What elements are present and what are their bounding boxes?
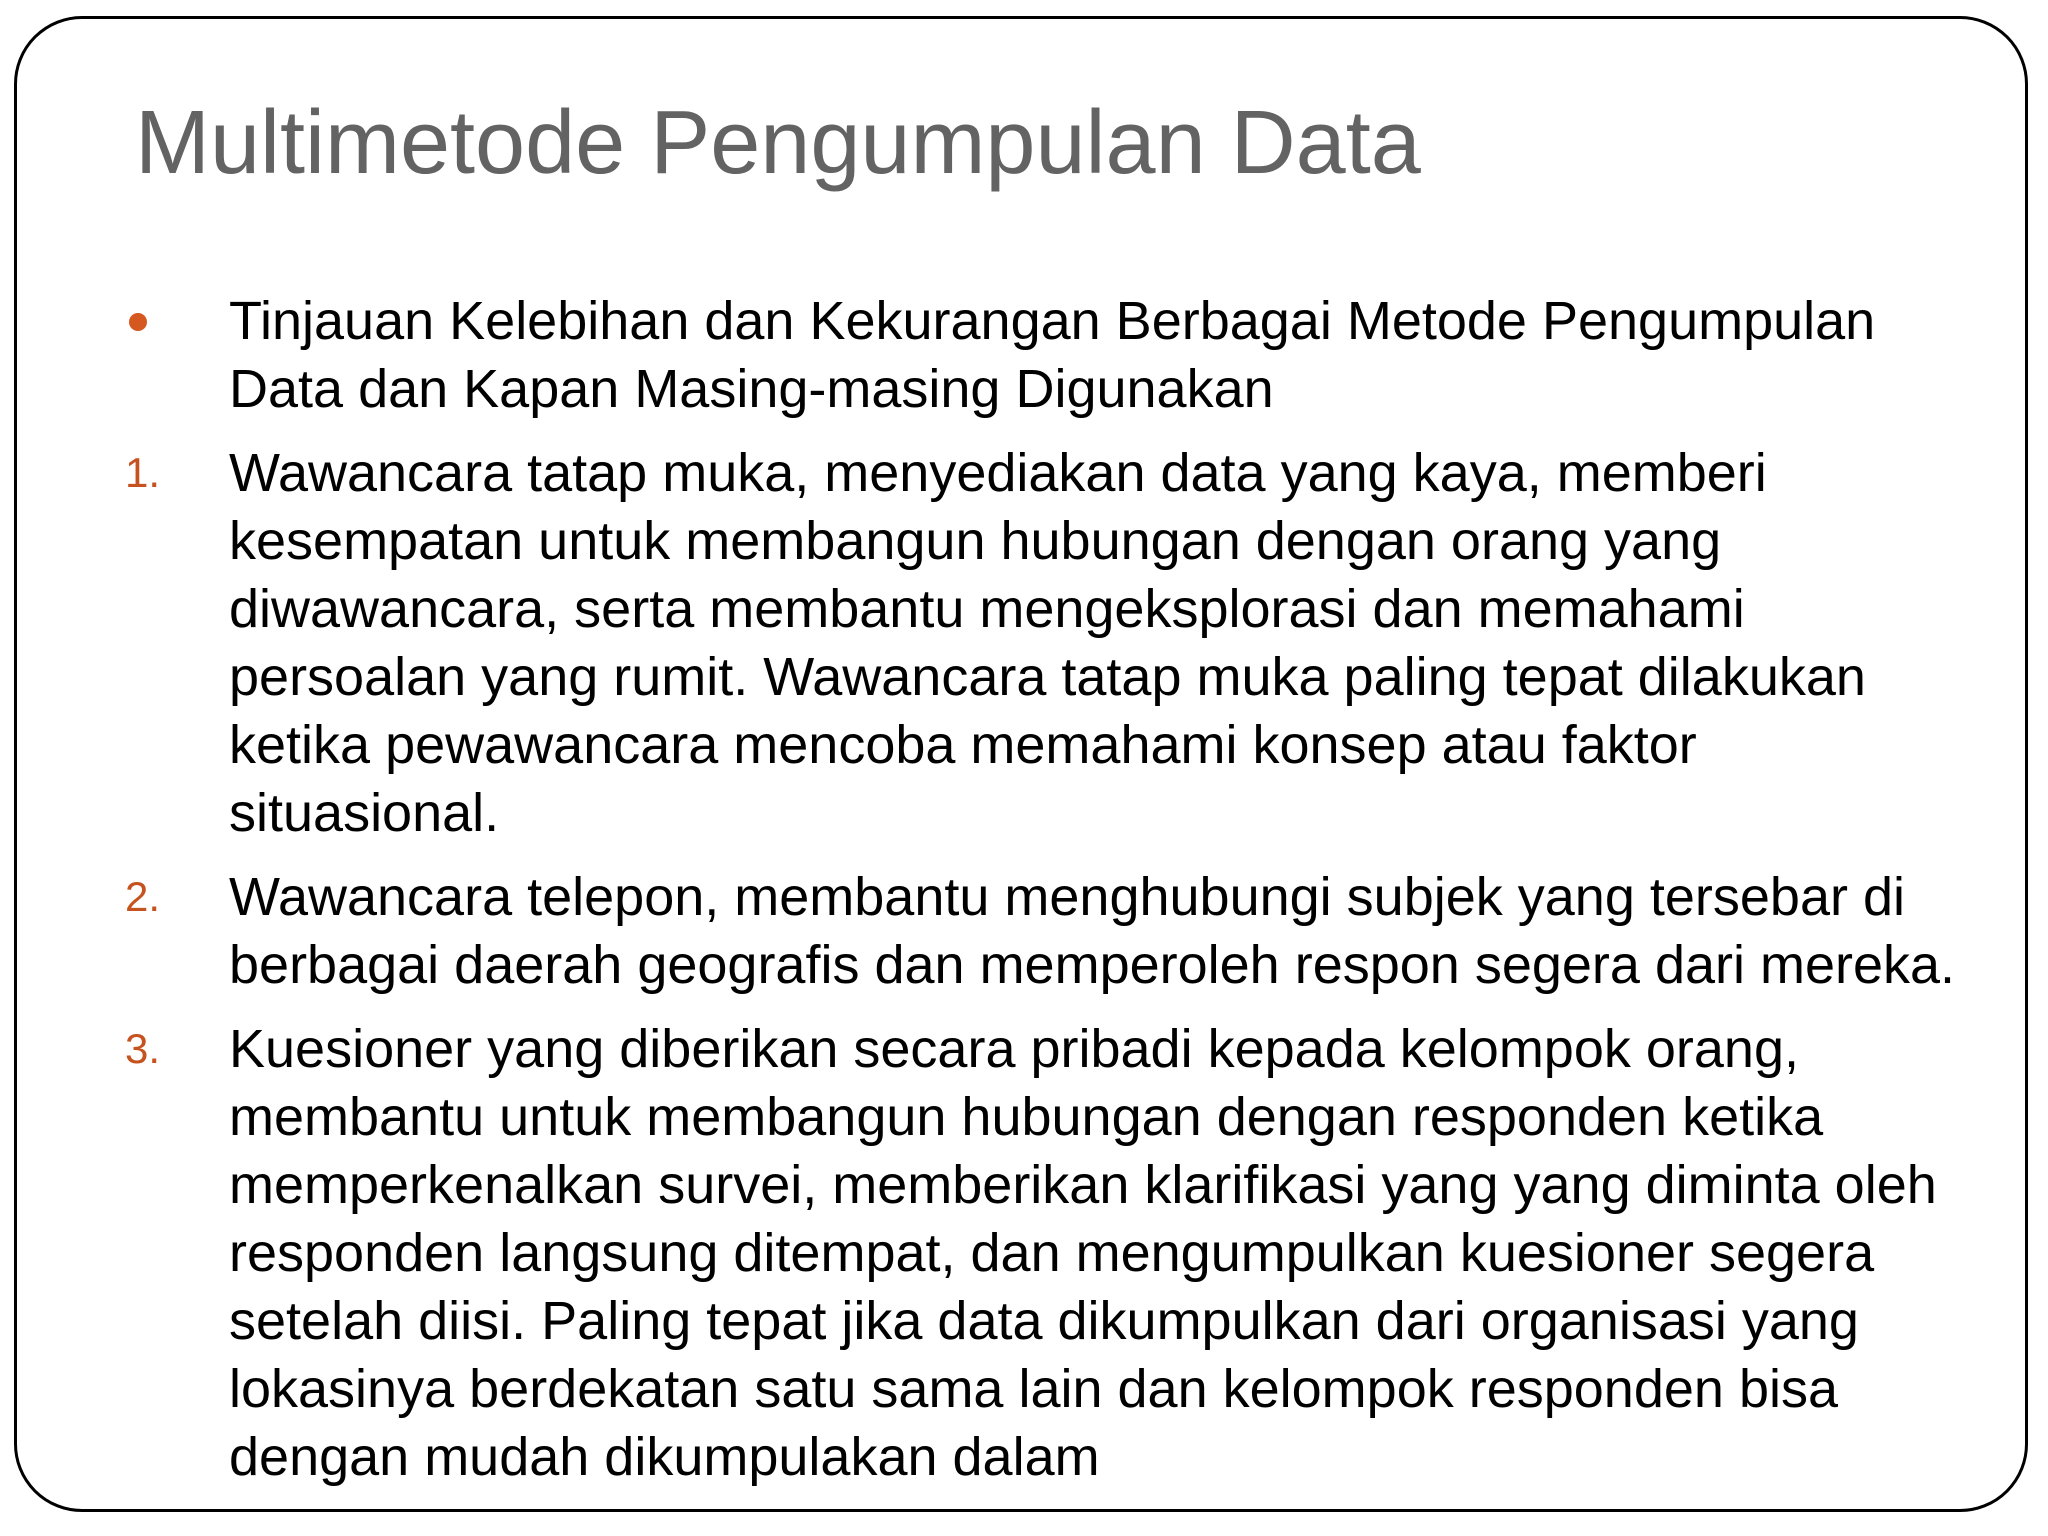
list-item-text: Tinjauan Kelebihan dan Kekurangan Berbagai Metode Pengumpulan Data dan Kapan Masing-masing Digunakan	[229, 291, 1876, 419]
list-item-number: 1.	[125, 449, 161, 496]
bullet-dot-icon	[129, 313, 147, 331]
list-item-text: Kuesioner yang diberikan secara pribadi kepada kelompok orang, membantu untuk membangun hubungan dengan responden ketika memperkenalkan survei, memberikan klarifikasi yang yang diminta oleh responden langsung ditempat, dan mengumpulkan kuesioner segera setelah diisi. Paling tepat jika data dikumpulkan dari organisasi yang lokasinya berdekatan satu sama lain dan kelompok responden bisa dengan mudah dikumpulakan dalam	[229, 1019, 1937, 1487]
slide-frame	[14, 16, 2028, 1512]
list-item-2	[17, 863, 2028, 999]
slide-title: Multimetode Pengumpulan Data	[135, 93, 1421, 193]
list-item-number: 3.	[125, 1025, 161, 1072]
list-item-1	[17, 439, 2028, 847]
list-item-bullet	[17, 287, 2028, 423]
list-item-text: Wawancara telepon, membantu menghubungi subjek yang tersebar di berbagai daerah geografis dan memperoleh respon segera dari mereka.	[229, 867, 1956, 995]
list-item-3	[17, 1015, 2028, 1491]
list-item-text: Wawancara tatap muka, menyediakan data yang kaya, memberi kesempatan untuk membangun hubungan dengan orang yang diwawancara, serta membantu mengeksplorasi dan memahami persoalan yang rumit. Wawancara tatap muka paling tepat dilakukan ketika pewawancara mencoba memahami konsep atau faktor situasional.	[229, 443, 1866, 843]
list-item-number: 2.	[125, 873, 161, 920]
content-list	[17, 287, 2028, 1507]
